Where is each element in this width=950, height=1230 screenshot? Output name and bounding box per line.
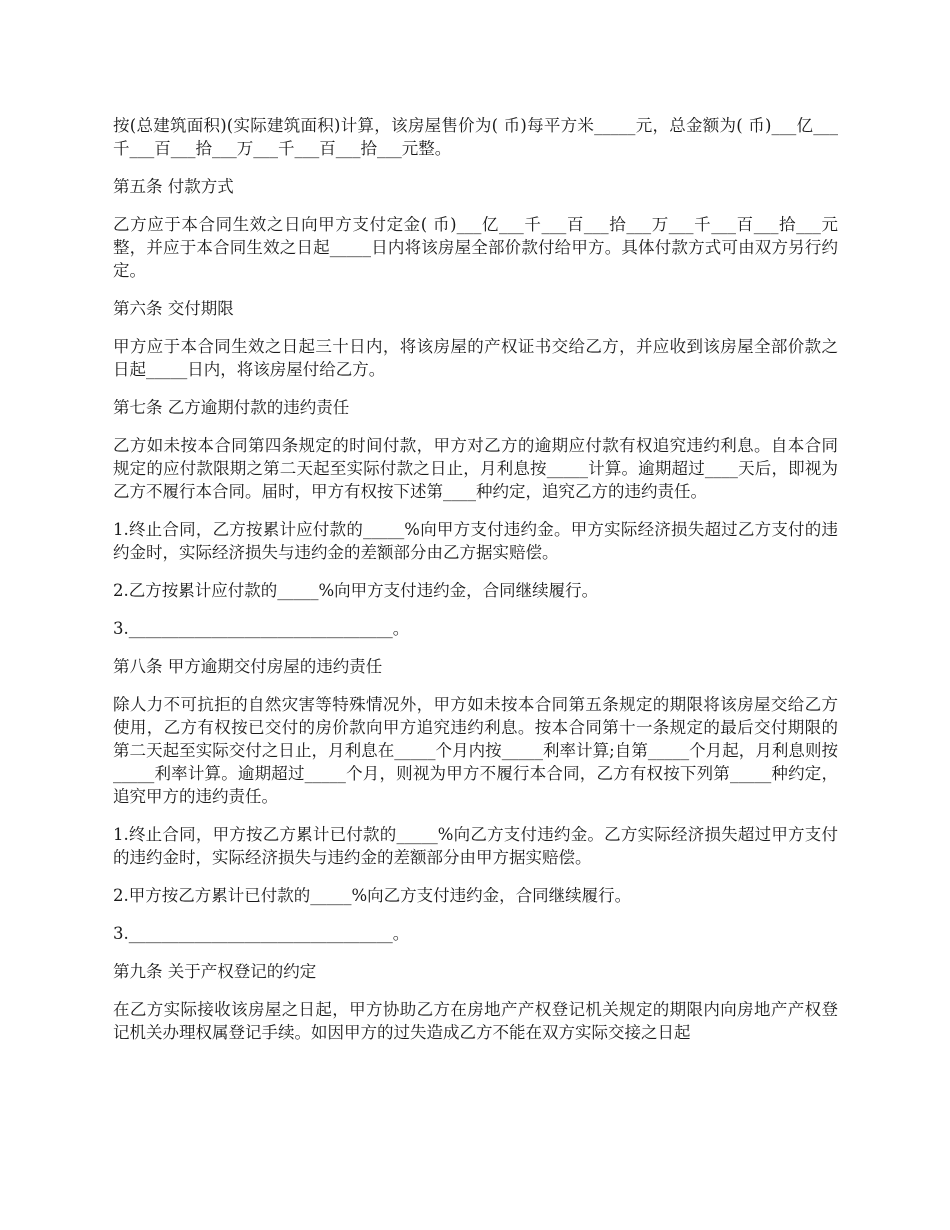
clause-seller-other: 3.________________________________。 [113, 924, 410, 943]
clause-seller-terminate-contract: 1.终止合同，甲方按乙方累计已付款的_____%向乙方支付违约金。乙方实际经济损失超过甲方支付的违约金时，实际经济损失与违约金的差额部分由甲方据实赔偿。 [113, 825, 838, 867]
paragraph-payment-method: 乙方应于本合同生效之日向甲方支付定金( 币)___亿___千___百___拾___万___千___百___拾___元整，并应于本合同生效之日起_____日内将该房屋全部价款付给甲方。具体付款方式可由双方另行约定。 [113, 215, 838, 280]
heading-article-7-buyer-late-payment: 第七条 乙方逾期付款的违约责任 [113, 398, 350, 417]
heading-article-9-property-registration: 第九条 关于产权登记的约定 [113, 962, 317, 981]
heading-article-8-seller-late-delivery: 第八条 甲方逾期交付房屋的违约责任 [113, 657, 383, 676]
paragraph-buyer-late-payment: 乙方如未按本合同第四条规定的时间付款，甲方对乙方的逾期应付款有权追究违约利息。自本合同规定的应付款限期之第二天起至实际付款之日止，月利息按_____计算。逾期超过____天后，即视为乙方不履行本合同。届时，甲方有权按下述第____种约定，追究乙方的违约责任。 [113, 436, 838, 501]
clause-seller-continue-contract: 2.甲方按乙方累计已付款的_____%向乙方支付违约金，合同继续履行。 [113, 886, 632, 905]
heading-article-5-payment-method: 第五条 付款方式 [113, 177, 234, 196]
paragraph-delivery-period: 甲方应于本合同生效之日起三十日内，将该房屋的产权证书交给乙方，并应收到该房屋全部价款之日起_____日内，将该房屋付给乙方。 [113, 337, 838, 379]
clause-buyer-continue-contract: 2.乙方按累计应付款的_____%向甲方支付违约金，合同继续履行。 [113, 581, 599, 600]
document-page [113, 114, 838, 1059]
paragraph-price-calculation: 按(总建筑面积)(实际建筑面积)计算，该房屋售价为( 币)每平方米_____元，总金额为( 币)___亿___千___百___拾___万___千___百___拾___元整。 [113, 116, 838, 158]
clause-buyer-other: 3.________________________________。 [113, 619, 410, 638]
clause-buyer-terminate-contract: 1.终止合同，乙方按累计应付款的_____%向甲方支付违约金。甲方实际经济损失超过乙方支付的违约金时，实际经济损失与违约金的差额部分由乙方据实赔偿。 [113, 520, 838, 562]
paragraph-property-registration: 在乙方实际接收该房屋之日起，甲方协助乙方在房地产产权登记机关规定的期限内向房地产产权登记机关办理权属登记手续。如因甲方的过失造成乙方不能在双方实际交接之日起 [113, 1000, 838, 1042]
heading-article-6-delivery-period: 第六条 交付期限 [113, 299, 234, 318]
paragraph-seller-late-delivery: 除人力不可抗拒的自然灾害等特殊情况外，甲方如未按本合同第五条规定的期限将该房屋交给乙方使用，乙方有权按已交付的房价款向甲方追究违约利息。按本合同第十一条规定的最后交付期限的第二天起至实际交付之日止，月利息在_____个月内按_____利率计算;自第_____个月起，月利息则按_____利率计算。逾期超过_____个月，则视为甲方不履行本合同，乙方有权按下列第_____种约定，追究甲方的违约责任。 [113, 695, 838, 806]
